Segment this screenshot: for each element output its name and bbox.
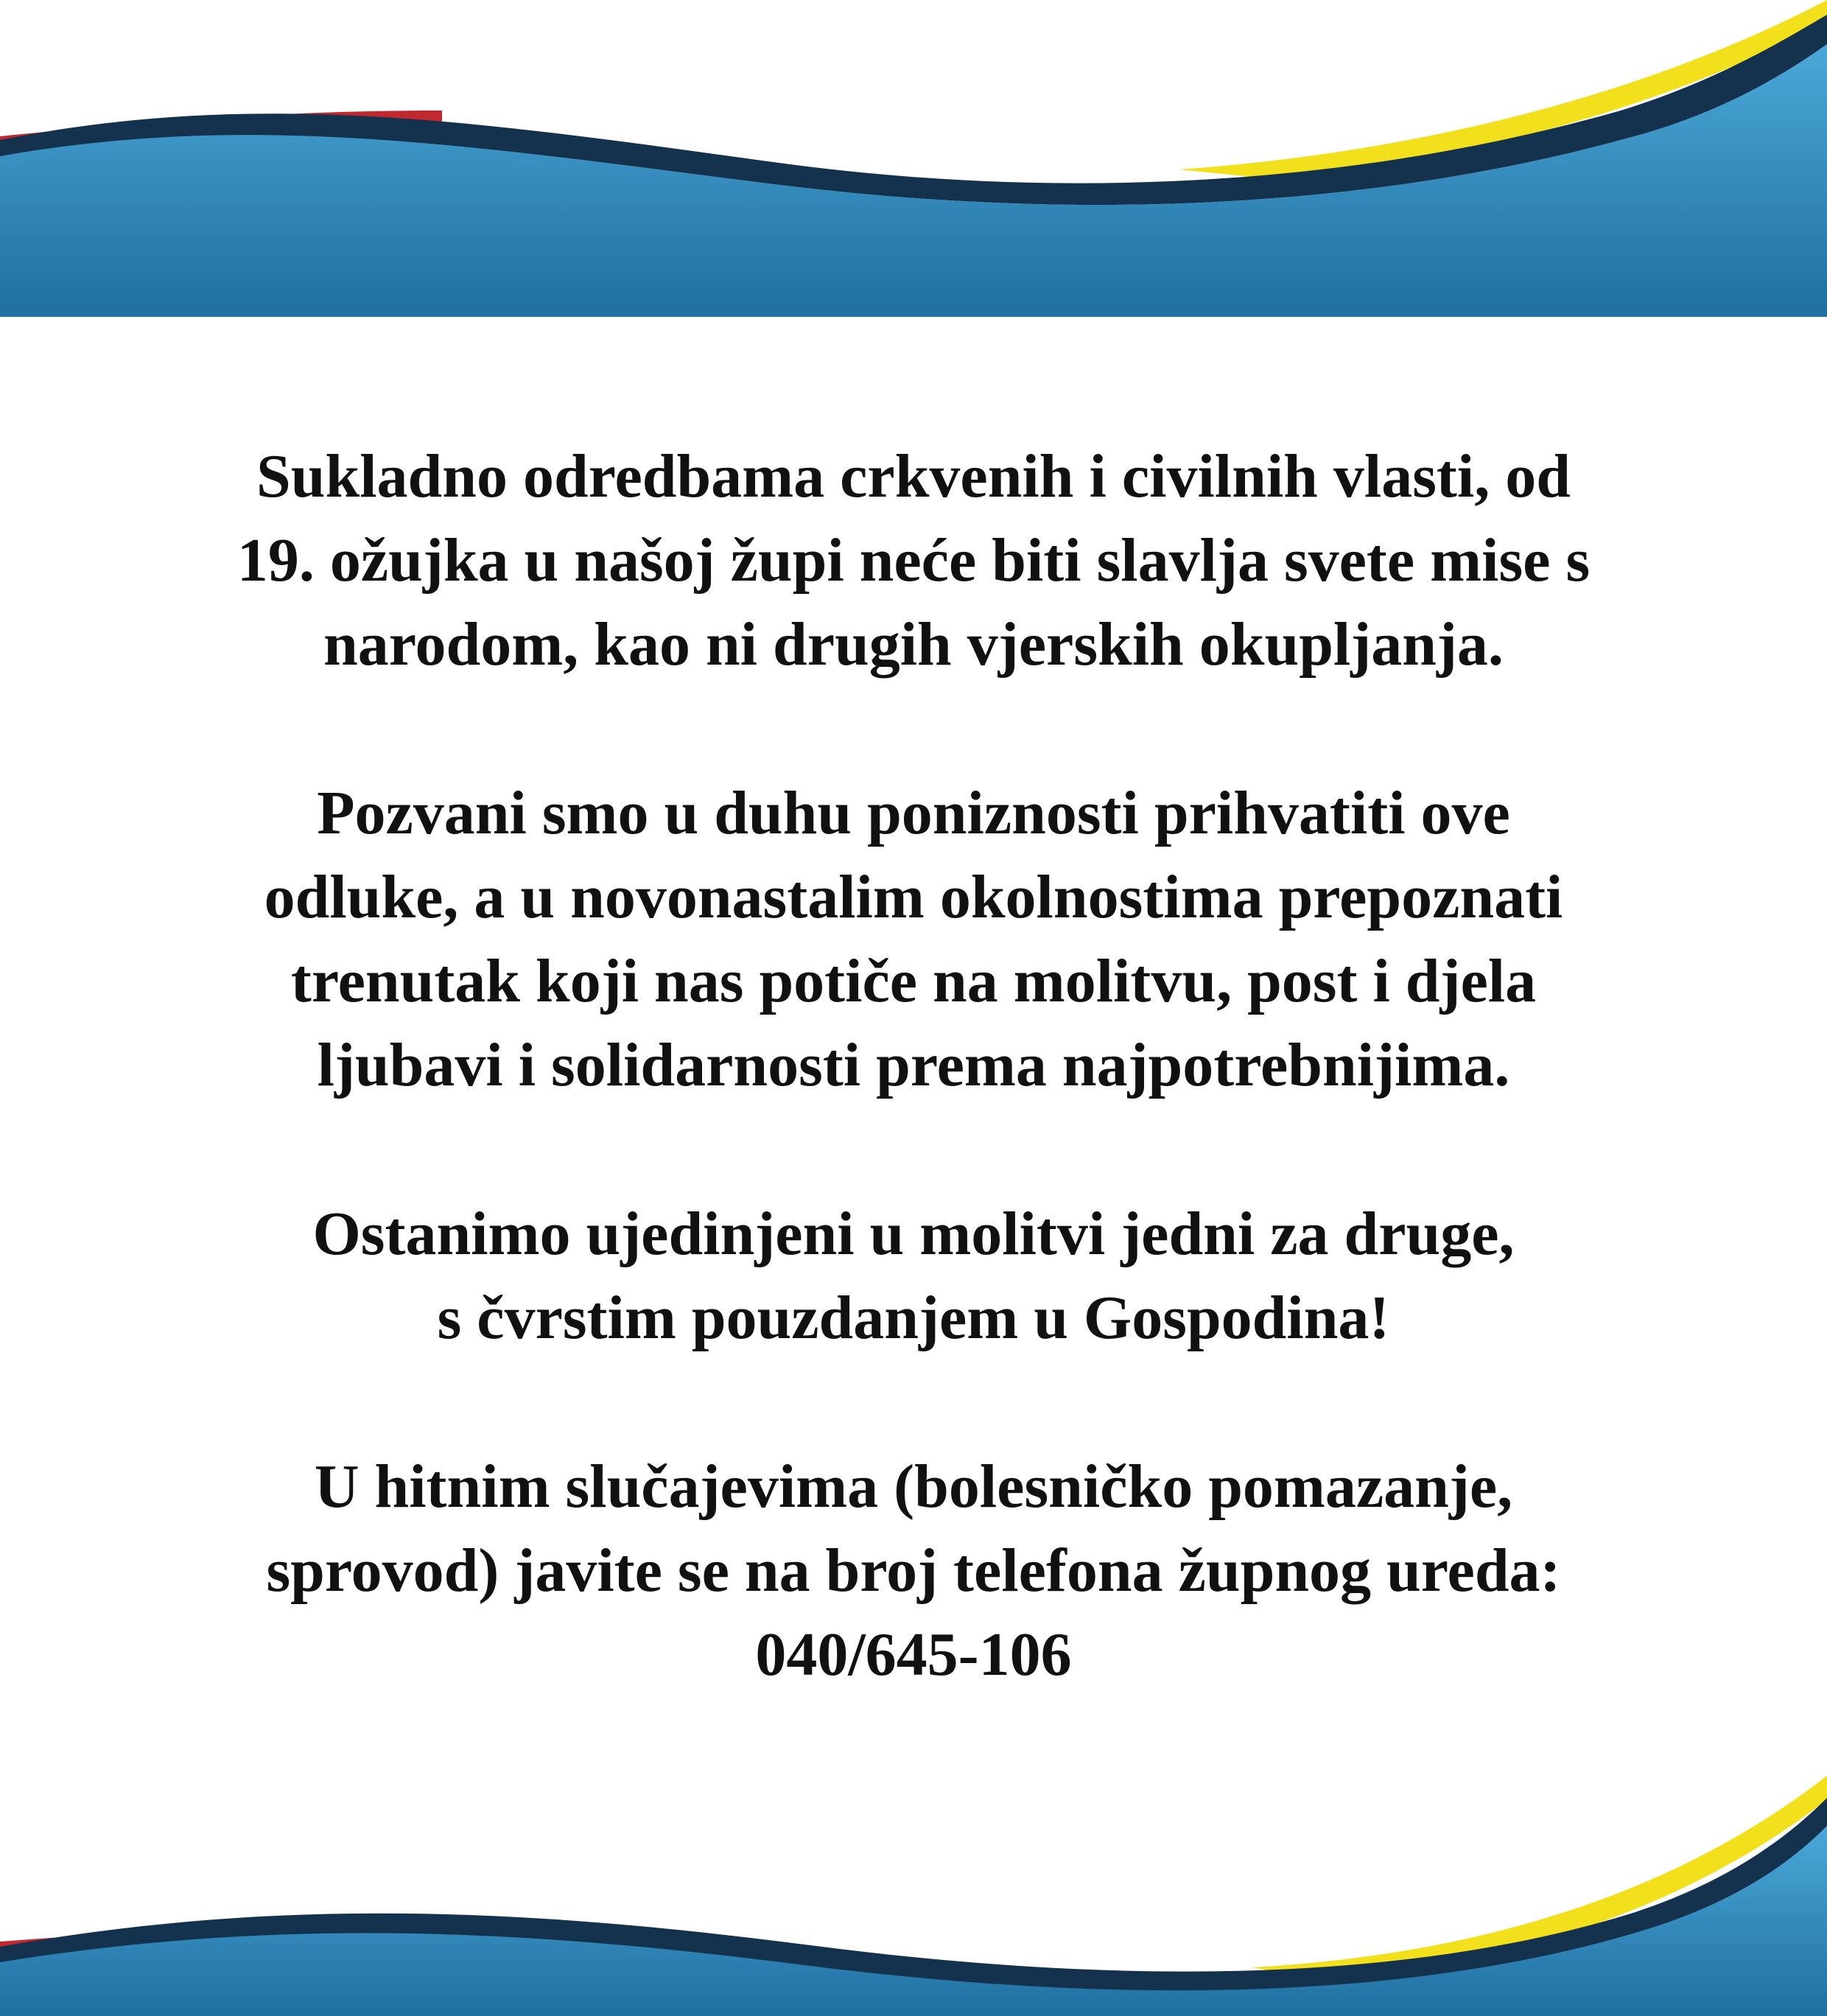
text-line: narodom, kao ni drugih vjerskih okupljanja. bbox=[323, 610, 1504, 679]
notice-text bbox=[133, 435, 1694, 1697]
text-line: U hitnim slučajevima (bolesničko pomazanje, bbox=[314, 1452, 1513, 1521]
text-line: Pozvani smo u duhu poniznosti prihvatiti ove bbox=[317, 779, 1510, 847]
phone-number: 040/645-106 bbox=[755, 1620, 1072, 1689]
top-wave-banner bbox=[0, 0, 1827, 317]
paragraph-humility-call bbox=[133, 771, 1694, 1107]
text-line: Sukladno odredbama crkvenih i civilnih vlasti, od bbox=[256, 442, 1571, 511]
text-line: s čvrstim pouzdanjem u Gospodina! bbox=[437, 1284, 1390, 1352]
text-line: trenutak koji nas potiče na molitvu, post i djela bbox=[290, 947, 1537, 1015]
text-line: ljubavi i solidarnosti prema najpotrebnijima. bbox=[317, 1031, 1510, 1099]
paragraph-emergency-contact bbox=[133, 1445, 1694, 1697]
text-line: sprovod) javite se na broj telefona župnog ureda: bbox=[266, 1536, 1561, 1605]
text-line: Ostanimo ujedinjeni u molitvi jedni za druge, bbox=[312, 1200, 1515, 1268]
paragraph-mass-cancellation bbox=[133, 435, 1694, 687]
text-line: 19. ožujka u našoj župi neće biti slavlja svete mise s bbox=[236, 526, 1591, 595]
bottom-wave-banner bbox=[0, 1754, 1827, 2016]
paragraph-unity-in-prayer bbox=[133, 1192, 1694, 1360]
text-line: odluke, a u novonastalim okolnostima prepoznati bbox=[264, 863, 1563, 931]
